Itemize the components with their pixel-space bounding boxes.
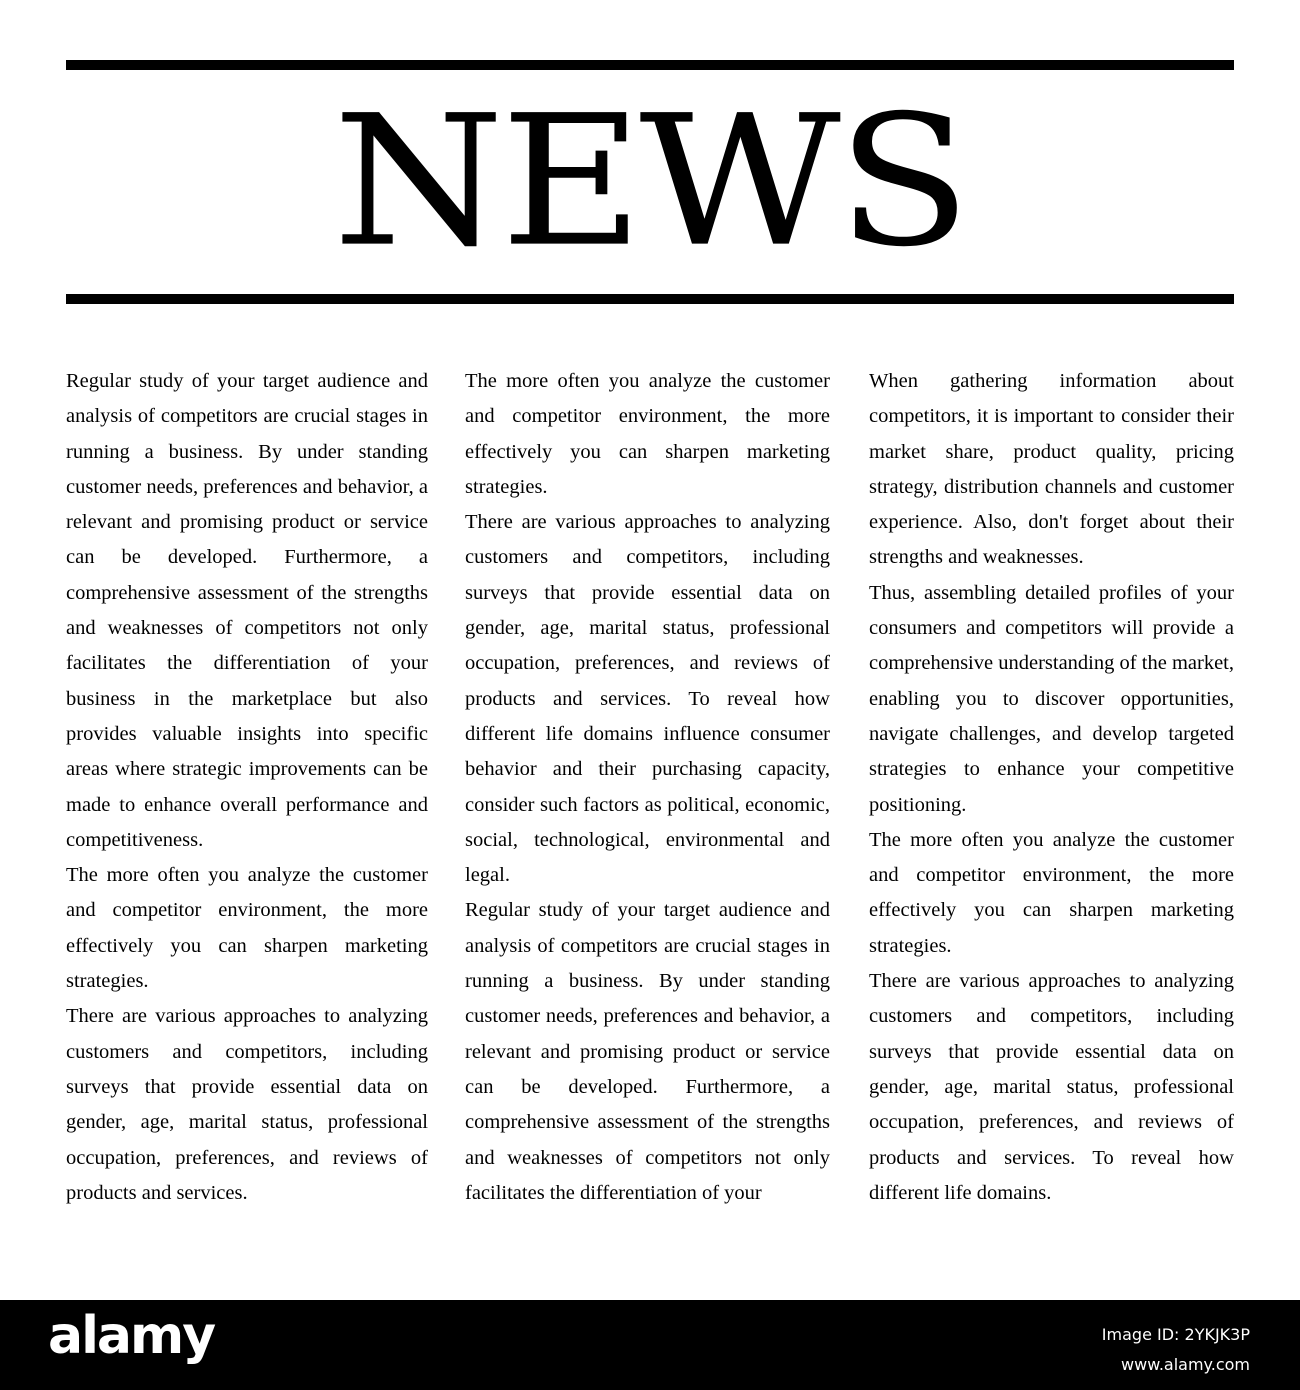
site-url: www.alamy.com <box>1121 1355 1250 1374</box>
masthead-top-rule <box>66 60 1234 70</box>
brand-logo: alamy <box>48 1306 215 1366</box>
paragraph: Thus, assembling detailed profiles of your consumers and competitors will provide a comprehensive understanding of the market, enabling you to discover opportunities, navigate challenges, and develop targeted strategies to enhance your competitive positioning. <box>869 581 1234 816</box>
image-id-label: Image ID: 2YKJK3P <box>1101 1325 1250 1344</box>
image-info <box>1102 1320 1250 1380</box>
paragraph: The more often you analyze the customer and competitor environment, the more effectively you can sharpen marketing strategies. <box>869 828 1234 957</box>
paragraph: Regular study of your target audience and analysis of competitors are crucial stages in running a business. By under standing customer needs, preferences and behavior, a relevant and promising product or service can be developed. Furthermore, a comprehensive assessment of the strengths and weaknesses of competitors not only facilitates the differentiation of your business in the marketplace but also provides valuable insights into specific areas where strategic improvements can be made to enhance overall performance and competitiveness. <box>66 370 428 851</box>
watermark-footer <box>0 1300 1300 1390</box>
article-column-1 <box>66 364 428 1254</box>
paragraph: There are various approaches to analyzing customers and competitors, including surveys that provide essential data on gender, age, marital status, professional occupation, preferences, and reviews of products and services. To reveal how different life domains. <box>869 970 1234 1204</box>
article-column-2 <box>465 364 830 1254</box>
masthead-bottom-rule <box>66 294 1234 304</box>
paragraph: When gathering information about competitors, it is important to consider their market share, product quality, pricing strategy, distribution channels and customer experience. Also, don't forget about their strengths and weaknesses. <box>869 370 1234 569</box>
paragraph: The more often you analyze the customer and competitor environment, the more effectively you can sharpen marketing strategies. <box>66 864 428 993</box>
paragraph: Regular study of your target audience and analysis of competitors are crucial stages in running a business. By under standing customer needs, preferences and behavior, a relevant and promising product or service can be developed. Furthermore, a comprehensive assessment of the strengths and weaknesses of competitors not only facilitates the differentiation of your <box>465 899 830 1204</box>
masthead-title: NEWS <box>332 77 968 287</box>
paragraph: The more often you analyze the customer and competitor environment, the more effectively you can sharpen marketing strategies. <box>465 370 830 498</box>
article-column-3 <box>869 364 1234 1254</box>
paragraph: There are various approaches to analyzing customers and competitors, including surveys that provide essential data on gender, age, marital status, professional occupation, preferences, and reviews of products and services. <box>66 1005 428 1204</box>
paragraph: There are various approaches to analyzing customers and competitors, including surveys that provide essential data on gender, age, marital status, professional occupation, preferences, and reviews of products and services. To reveal how different life domains influence consumer behavior and their purchasing capacity, consider such factors as political, economic, social, technological, environmental and legal. <box>465 511 830 887</box>
